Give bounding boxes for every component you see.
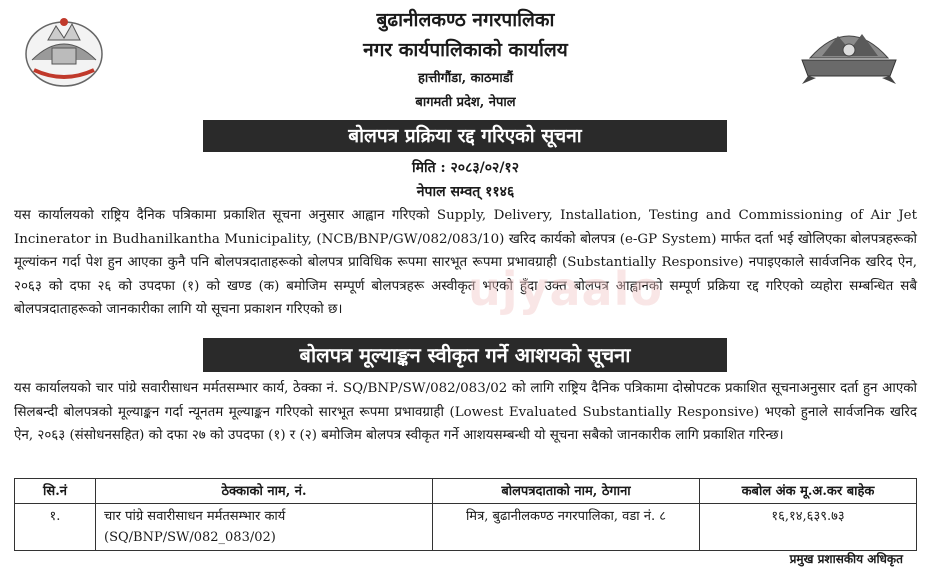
watermark-text: ujyaalo: [468, 262, 663, 316]
header-bidder-name: बोलपत्रदाताको नाम, ठेगाना: [433, 479, 700, 504]
cancellation-notice-heading: बोलपत्र प्रक्रिया रद्द गरिएको सूचना: [203, 120, 727, 152]
bid-award-table: [14, 478, 917, 551]
row-bidder-name: मित्र, बुढानीलकण्ठ नगरपालिका, वडा नं. ८: [433, 504, 700, 551]
municipality-logo-icon: [800, 20, 898, 86]
table-header-row: [15, 479, 917, 504]
nepal-government-emblem-icon: [22, 14, 106, 90]
office-address-line2: बागमती प्रदेश, नेपाल: [415, 95, 516, 110]
row-bid-amount: १६,१४,६३९.७३: [700, 504, 917, 551]
office-title-line2: नगर कार्यपालिकाको कार्यालय: [363, 39, 568, 61]
header-bid-amount: कबोल अंक मू.अ.कर बाहेक: [700, 479, 917, 504]
office-address-line1: हात्तीगौंडा, काठमाडौं: [417, 71, 514, 86]
intent-notice-heading: बोलपत्र मूल्याङ्कन स्वीकृत गर्ने आशयको सूचना: [203, 338, 727, 372]
cancellation-notice-body: यस कार्यालयको राष्ट्रिय दैनिक पत्रिकामा प्रकाशित सूचना अनुसार आह्वान गरिएको Supply, Delivery, Installation, Testing and Commissioning of Air Jet Incinerator in Budhanilkantha Municipality, (NCB/BNP/GW/082/083/10) खरिद कार्यको बोलपत्र (e-GP System) मार्फत दर्ता भई खोलिएका बोलपत्रहरूको मूल्यांकन गर्दा पेश हुन आएका कुनै पनि बोलपत्रदाताहरूको बोलपत्र प्राविधिक रूपमा सारभूत रूपमा प्रभावग्राही (Substantially Responsive) नपाइएकाले सार्वजनिक खरिद ऐन, २०६३ को दफा २६ को उपदफा (१) को खण्ड (क) बमोजिम सम्पूर्ण बोलपत्रहरू अस्वीकृत भएको हुँदा उक्त बोलपत्र आह्वानको सम्पूर्ण प्रक्रिया रद्द गरिएको व्यहोरा सम्बन्धित सबै बोलपत्रदाताहरूको जानकारीका लागि यो सूचना प्रकाशन गरिएको छ।: [14, 208, 917, 317]
notice-date: मिति : २०८३/०२/१२: [412, 160, 519, 176]
office-title-line1: बुढानीलकण्ठ नगरपालिका: [376, 9, 555, 31]
row-serial-number: १.: [15, 504, 96, 551]
row-contract-name: चार पांग्रे सवारीसाधन मर्मतसम्भार कार्य (SQ/BNP/SW/082_083/02): [96, 504, 433, 551]
header-serial-number: सि.नं: [15, 479, 96, 504]
nepal-sambat-date: नेपाल सम्वत् ११४६: [416, 184, 515, 200]
header-contract-name: ठेक्काको नाम, नं.: [96, 479, 433, 504]
signatory-title: प्रमुख प्रशासकीय अधिकृत: [789, 552, 903, 566]
table-row: [15, 504, 917, 551]
intent-notice-body: यस कार्यालयको चार पांग्रे सवारीसाधन मर्मतसम्भार कार्य, ठेक्का नं. SQ/BNP/SW/082/083/02 को लागि राष्ट्रिय दैनिक पत्रिकामा दोस्रोपटक प्रकाशित सूचनाअनुसार दर्ता हुन आएको सिलबन्दी बोलपत्रको मूल्याङ्कन गर्दा न्यूनतम मूल्याङ्कन गरिएको सारभूत रूपमा प्रभावग्राही (Lowest Evaluated Substantially Responsive) भएको हुनाले सार्वजनिक खरिद ऐन, २०६३ (संसोधनसहित) को दफा २७ को उपदफा (१) र (२) बमोजिम बोलपत्र स्वीकृत गर्ने आशयसम्बन्धी यो सूचना सबैको जानकारीक लागि प्रकाशित गरिन्छ।: [14, 381, 917, 443]
